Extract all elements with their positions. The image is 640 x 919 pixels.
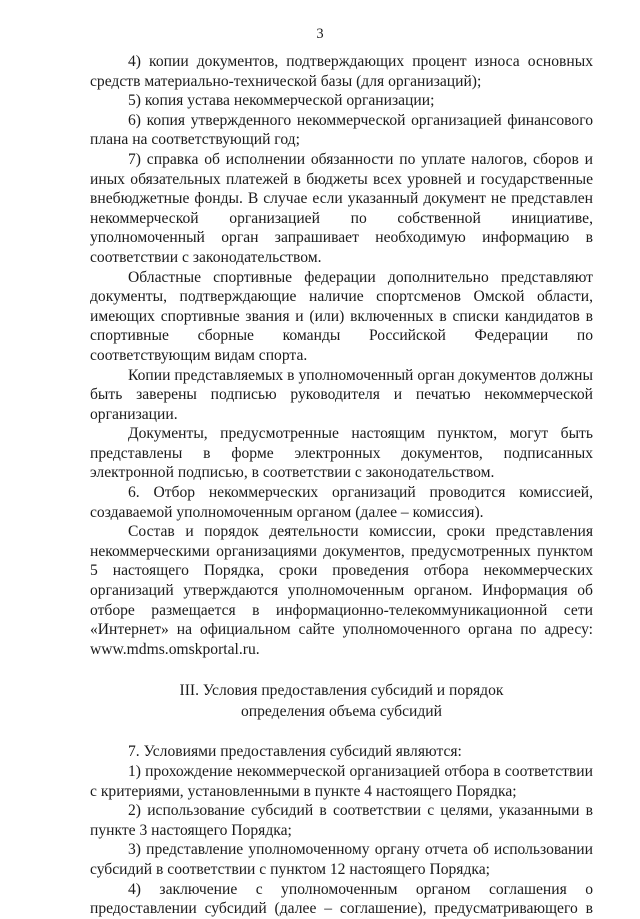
paragraph: Областные спортивные федерации дополнительно представляют документы, подтверждающие наличие спортсменов Омской области, имеющих спортивные звания и (или) включенных в списки кандидатов в спортивные сборные команды Российской Федерации по соответствующим видам спорта. — [90, 268, 593, 364]
paragraph: Состав и порядок деятельности комиссии, сроки представления некоммерческими организациями документов, предусмотренных пунктом 5 настоящего Порядка, сроки проведения отбора некоммерческих организаций утверждаются уполномоченным органом. Информация об отборе размещается в информационно-телекоммуникационной сети «Интернет» на официальном сайте уполномоченного органа по адресу: www.mdms.omskportal.ru. — [90, 523, 593, 658]
section-heading — [90, 681, 593, 722]
document-body — [90, 52, 593, 919]
paragraph: 6) копия утвержденного некоммерческой организацией финансового плана на соответствующий год; — [90, 111, 593, 149]
section-heading-line: определения объема субсидий — [240, 702, 442, 720]
paragraph: 7. Условиями предоставления субсидий являются: — [128, 743, 462, 761]
paragraph: 5) копия устава некоммерческой организации; — [128, 92, 435, 110]
paragraph: 7) справка об исполнении обязанности по уплате налогов, сборов и иных обязательных платежей в бюджеты всех уровней и государственные внебюджетные фонды. В случае если указанный документ не представлен некоммерческой организацией по собственной инициативе, уполномоченный орган запрашивает необходимую информацию в соответствии с законодательством. — [90, 150, 593, 266]
page-number: 3 — [316, 26, 324, 42]
paragraph: 3) представление уполномоченному органу отчета об использовании субсидий в соответствии с пунктом 12 настоящего Порядка; — [90, 841, 593, 878]
paragraph: Документы, предусмотренные настоящим пунктом, могут быть представлены в форме электронных документов, подписанных электронной подписью, в соответствии с законодательством. — [90, 425, 593, 482]
paragraph: 2) использование субсидий в соответствии с целями, указанными в пункте 3 настоящего Порядка; — [90, 802, 593, 839]
section-heading-line: III. Условия предоставления субсидий и порядок — [179, 682, 504, 700]
paragraph: 6. Отбор некоммерческих организаций проводится комиссией, создаваемой уполномоченным органом (далее – комиссия). — [90, 484, 593, 521]
paragraph: 4) копии документов, подтверждающих процент износа основных средств материально-технической базы (для организаций); — [90, 53, 593, 90]
paragraph: Копии представляемых в уполномоченный орган документов должны быть заверены подписью руководителя и печатью некоммерческой организации. — [90, 366, 593, 423]
paragraph: 4) заключение с уполномоченным органом соглашения о предоставлении субсидий (далее – соглашение), предусматривающего в — [90, 880, 593, 918]
paragraph: 1) прохождение некоммерческой организацией отбора в соответствии с критериями, установленными в пункте 4 настоящего Порядка; — [90, 763, 593, 800]
